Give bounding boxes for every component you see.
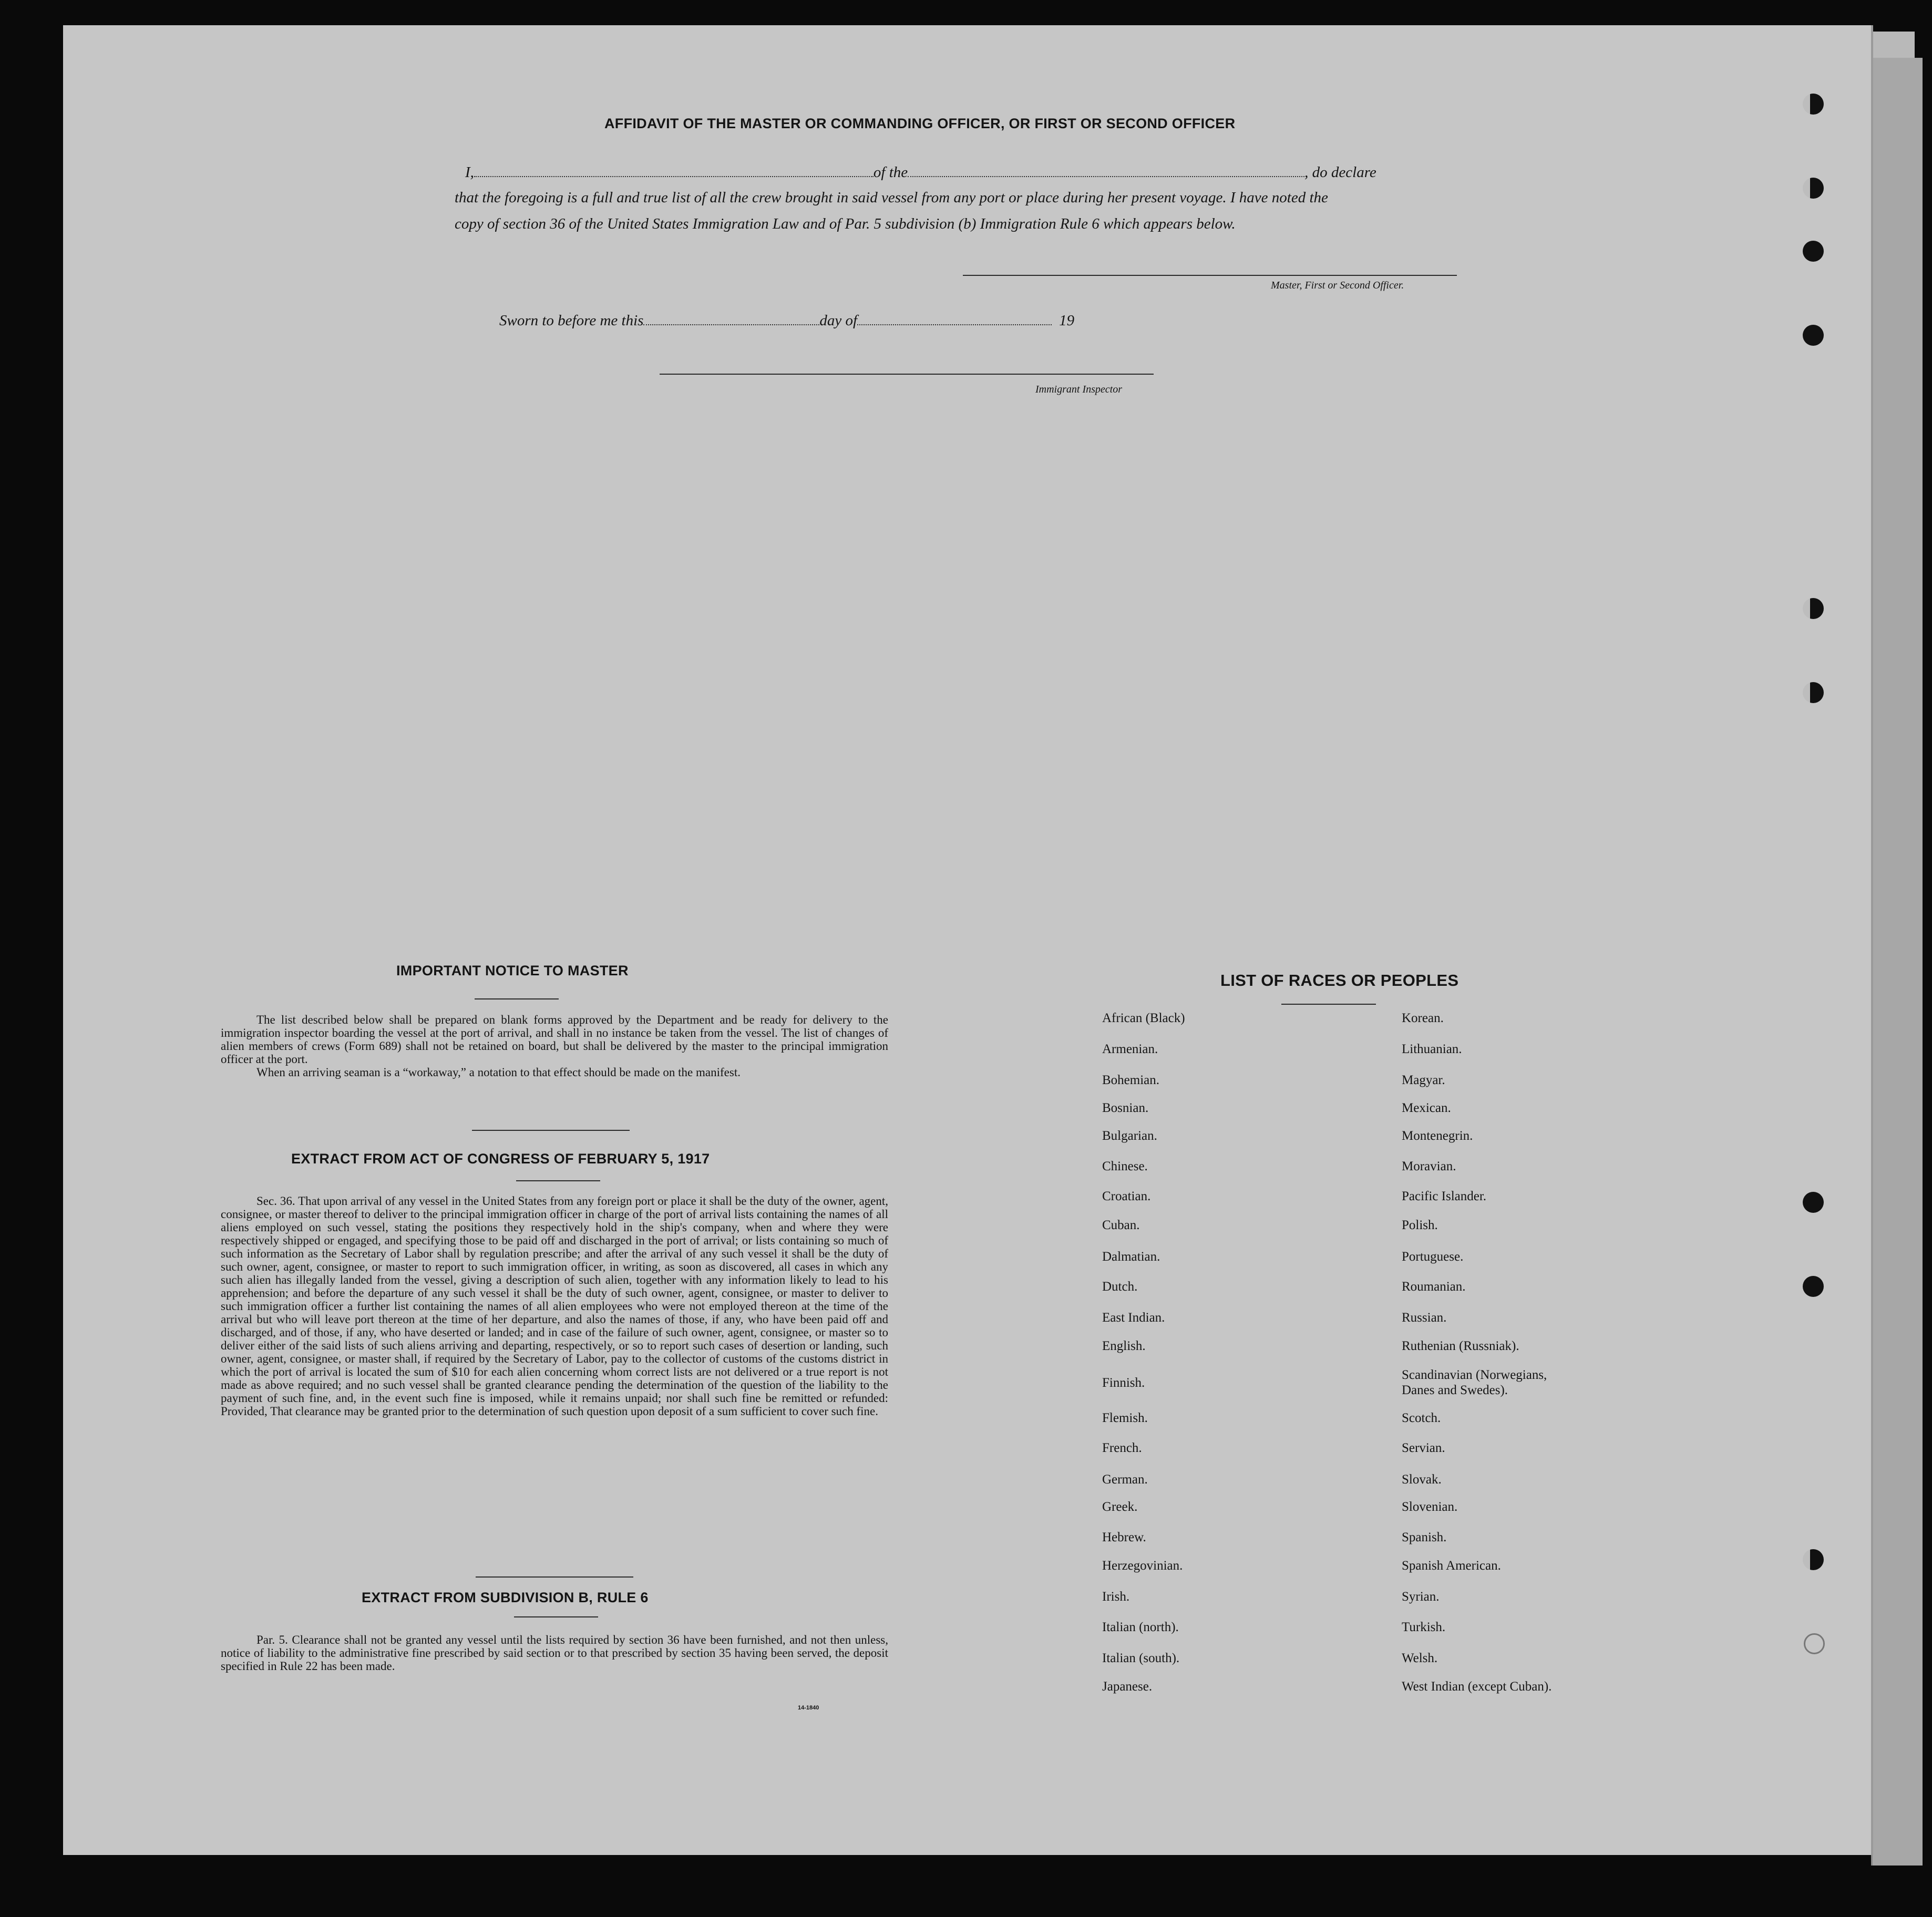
race-item-continuation: Danes and Swedes). xyxy=(1402,1383,1508,1397)
sworn-label: Sworn to before me this xyxy=(499,312,644,329)
race-item: Moravian. xyxy=(1402,1159,1456,1173)
punch-hole-icon xyxy=(1803,598,1824,619)
section-36-text: Sec. 36. That upon arrival of any vessel in the United States from any foreign port or place it shall be the duty of the owner, agent, consignee, or master thereof to deliver to the principal immigration officer in charge of the port of arrival lists containing the names of all aliens employed on such vessel, stating the positions they respectively hold in the ship's company, when and where they were respectively shipped or engaged, and specifying those to be paid off and discharged in the port of arrival; or lists containing so much of such information as the Secretary of Labor shall by regulation prescribe; and after the arrival of any such vessel it shall be the duty of such owner, agent, consignee, or master to report to such immigration officer, in writing, as soon as discovered, all cases in which any such alien has illegally landed from the vessel, giving a description of such alien, together with any information likely to lead to his apprehension; and before the departure of any such vessel it shall be the duty of such owner, agent, consignee, or master to deliver to such immigration officer a further list containing the names of all alien employees who were not employed thereon at the time of the arrival but who will leave port thereon at the time of her departure, and also the names of those, if any, who have been paid off and discharged, and of those, if any, who have deserted or landed; and in case of the failure of such owner, agent, consignee, or master so to deliver either of the said lists of such aliens arriving and departing, respectively, or so to report such cases of desertion or landing, such owner, agent, consignee, or master shall, if required by the Secretary of Labor, pay to the collector of customs of the customs district in which the port of arrival is located the sum of $10 for each alien concerning whom correct lists are not delivered or a true report is not made as above required; and no such vessel shall be granted clearance pending the determination of the question of the liability to the payment of such fine, and, in the event such fine is imposed, while it remains unpaid; nor shall such fine be remitted or refunded: Provided, That clearance may be granted prior to the determination of such question upon deposit of a sum sufficient to cover such fine. xyxy=(221,1194,888,1418)
punch-hole-icon xyxy=(1803,325,1824,346)
race-item: Armenian. xyxy=(1102,1042,1158,1056)
extract-rule-title: EXTRACT FROM SUBDIVISION B, RULE 6 xyxy=(362,1590,649,1605)
punch-hole-icon xyxy=(1803,1549,1824,1570)
race-item: French. xyxy=(1102,1441,1142,1455)
race-item: Pacific Islander. xyxy=(1402,1189,1487,1203)
form-sheet xyxy=(63,25,1873,1855)
race-item: Croatian. xyxy=(1102,1189,1151,1203)
race-item: Turkish. xyxy=(1402,1620,1446,1634)
notice-title: IMPORTANT NOTICE TO MASTER xyxy=(396,963,629,978)
vessel-blank[interactable] xyxy=(908,176,1304,177)
race-item: Chinese. xyxy=(1102,1159,1148,1173)
race-item: Irish. xyxy=(1102,1590,1130,1604)
race-item: Japanese. xyxy=(1102,1679,1153,1694)
punch-hole-icon xyxy=(1803,241,1824,262)
race-item: Dutch. xyxy=(1102,1280,1138,1294)
race-item: Slovak. xyxy=(1402,1472,1442,1487)
sworn-day-blank[interactable] xyxy=(643,324,819,325)
of-label: of the xyxy=(873,164,908,181)
master-label: Master, First or Second Officer. xyxy=(1271,280,1404,291)
inspector-label: Immigrant Inspector xyxy=(1035,384,1122,395)
race-item: Bulgarian. xyxy=(1102,1129,1157,1143)
race-item: Ruthenian (Russniak). xyxy=(1402,1339,1519,1353)
race-item: Slovenian. xyxy=(1402,1500,1458,1514)
master-signature-line[interactable] xyxy=(963,275,1457,276)
race-item: Italian (south). xyxy=(1102,1651,1180,1665)
race-item: Magyar. xyxy=(1402,1073,1445,1087)
punch-hole-icon xyxy=(1803,1276,1824,1297)
race-item: Italian (north). xyxy=(1102,1620,1179,1634)
sworn-line xyxy=(499,312,1074,329)
race-item: Bosnian. xyxy=(1102,1101,1149,1115)
divider xyxy=(475,998,559,999)
race-item: Servian. xyxy=(1402,1441,1445,1455)
inspector-signature-line[interactable] xyxy=(660,374,1154,375)
race-item: West Indian (except Cuban). xyxy=(1402,1679,1552,1694)
declare-label: , do declare xyxy=(1304,164,1376,181)
rule-6-text: Par. 5. Clearance shall not be granted any vessel until the lists required by section 36 have been furnished, and not then unless, notice of liability to the administrative fine prescribed by said section or to that prescribed by section 35 having been served, the deposit specified in Rule 22 has been made. xyxy=(221,1633,888,1673)
race-item: Cuban. xyxy=(1102,1218,1140,1232)
underlying-sheet-2 xyxy=(1871,58,1923,1866)
punch-hole-icon xyxy=(1803,682,1824,703)
punch-hole-icon xyxy=(1803,1192,1824,1213)
punch-hole-icon xyxy=(1803,94,1824,115)
race-item: Mexican. xyxy=(1402,1101,1451,1115)
race-item: Lithuanian. xyxy=(1402,1042,1462,1056)
declarant-label: I, xyxy=(465,164,474,181)
race-item: Roumanian. xyxy=(1402,1280,1466,1294)
race-item: Flemish. xyxy=(1102,1411,1148,1425)
race-item: Herzegovinian. xyxy=(1102,1559,1183,1573)
affidavit-line2: that the foregoing is a full and true list of all the crew brought in said vessel from any port or place during her present voyage. I have noted the xyxy=(455,189,1328,206)
race-item: Montenegrin. xyxy=(1402,1129,1473,1143)
day-of-label: day of xyxy=(819,312,858,329)
affidavit-title: AFFIDAVIT OF THE MASTER OR COMMANDING OFFICER, OR FIRST OR SECOND OFFICER xyxy=(604,116,1236,131)
form-number: 14-1840 xyxy=(798,1705,819,1711)
race-item: Dalmatian. xyxy=(1102,1250,1160,1264)
notice-paragraph-1: The list described below shall be prepared on blank forms approved by the Department and be ready for delivery to the immigration inspector boarding the vessel at the port of arrival, and shall in no instance be taken from the vessel. The list of changes of alien members of crews (Form 689) shall not be retained on board, but shall be delivered by the master to the principal immigration officer at the port. xyxy=(221,1013,888,1066)
race-item: German. xyxy=(1102,1472,1148,1487)
divider xyxy=(476,1576,633,1578)
race-item: Polish. xyxy=(1402,1218,1438,1232)
race-item: Bohemian. xyxy=(1102,1073,1160,1087)
race-item: Scotch. xyxy=(1402,1411,1441,1425)
races-title: LIST OF RACES OR PEOPLES xyxy=(1220,971,1459,990)
notice-body xyxy=(221,1013,888,1079)
race-item: African (Black) xyxy=(1102,1011,1185,1025)
race-item: Welsh. xyxy=(1402,1651,1438,1665)
name-blank[interactable] xyxy=(474,176,873,177)
divider xyxy=(514,1616,598,1617)
extract-act-title: EXTRACT FROM ACT OF CONGRESS OF FEBRUARY 5, 1917 xyxy=(291,1151,710,1167)
punch-hole-icon xyxy=(1803,178,1824,199)
race-item: Russian. xyxy=(1402,1311,1447,1325)
race-item: Korean. xyxy=(1402,1011,1444,1025)
divider xyxy=(1281,1004,1376,1005)
race-item: Spanish American. xyxy=(1402,1559,1501,1573)
race-item: Scandinavian (Norwegians, xyxy=(1402,1368,1547,1382)
race-item: Greek. xyxy=(1102,1500,1138,1514)
notice-paragraph-2: When an arriving seaman is a “workaway,” a notation to that effect should be made on the manifest. xyxy=(256,1066,741,1079)
affidavit-line3: copy of section 36 of the United States Immigration Law and of Par. 5 subdivision (b) Immigration Rule 6 which appears below. xyxy=(455,215,1236,232)
race-item: Spanish. xyxy=(1402,1530,1447,1544)
year-label: 19 xyxy=(1059,312,1075,329)
race-item: Hebrew. xyxy=(1102,1530,1146,1544)
race-item: Portuguese. xyxy=(1402,1250,1464,1264)
divider xyxy=(472,1130,630,1131)
race-item: East Indian. xyxy=(1102,1311,1165,1325)
punch-hole-icon xyxy=(1804,1633,1825,1654)
affidavit-line1 xyxy=(465,164,1376,181)
race-item: Syrian. xyxy=(1402,1590,1440,1604)
race-item: Finnish. xyxy=(1102,1376,1145,1390)
divider xyxy=(516,1180,600,1181)
sworn-month-blank[interactable] xyxy=(857,324,1052,325)
race-item: English. xyxy=(1102,1339,1146,1353)
